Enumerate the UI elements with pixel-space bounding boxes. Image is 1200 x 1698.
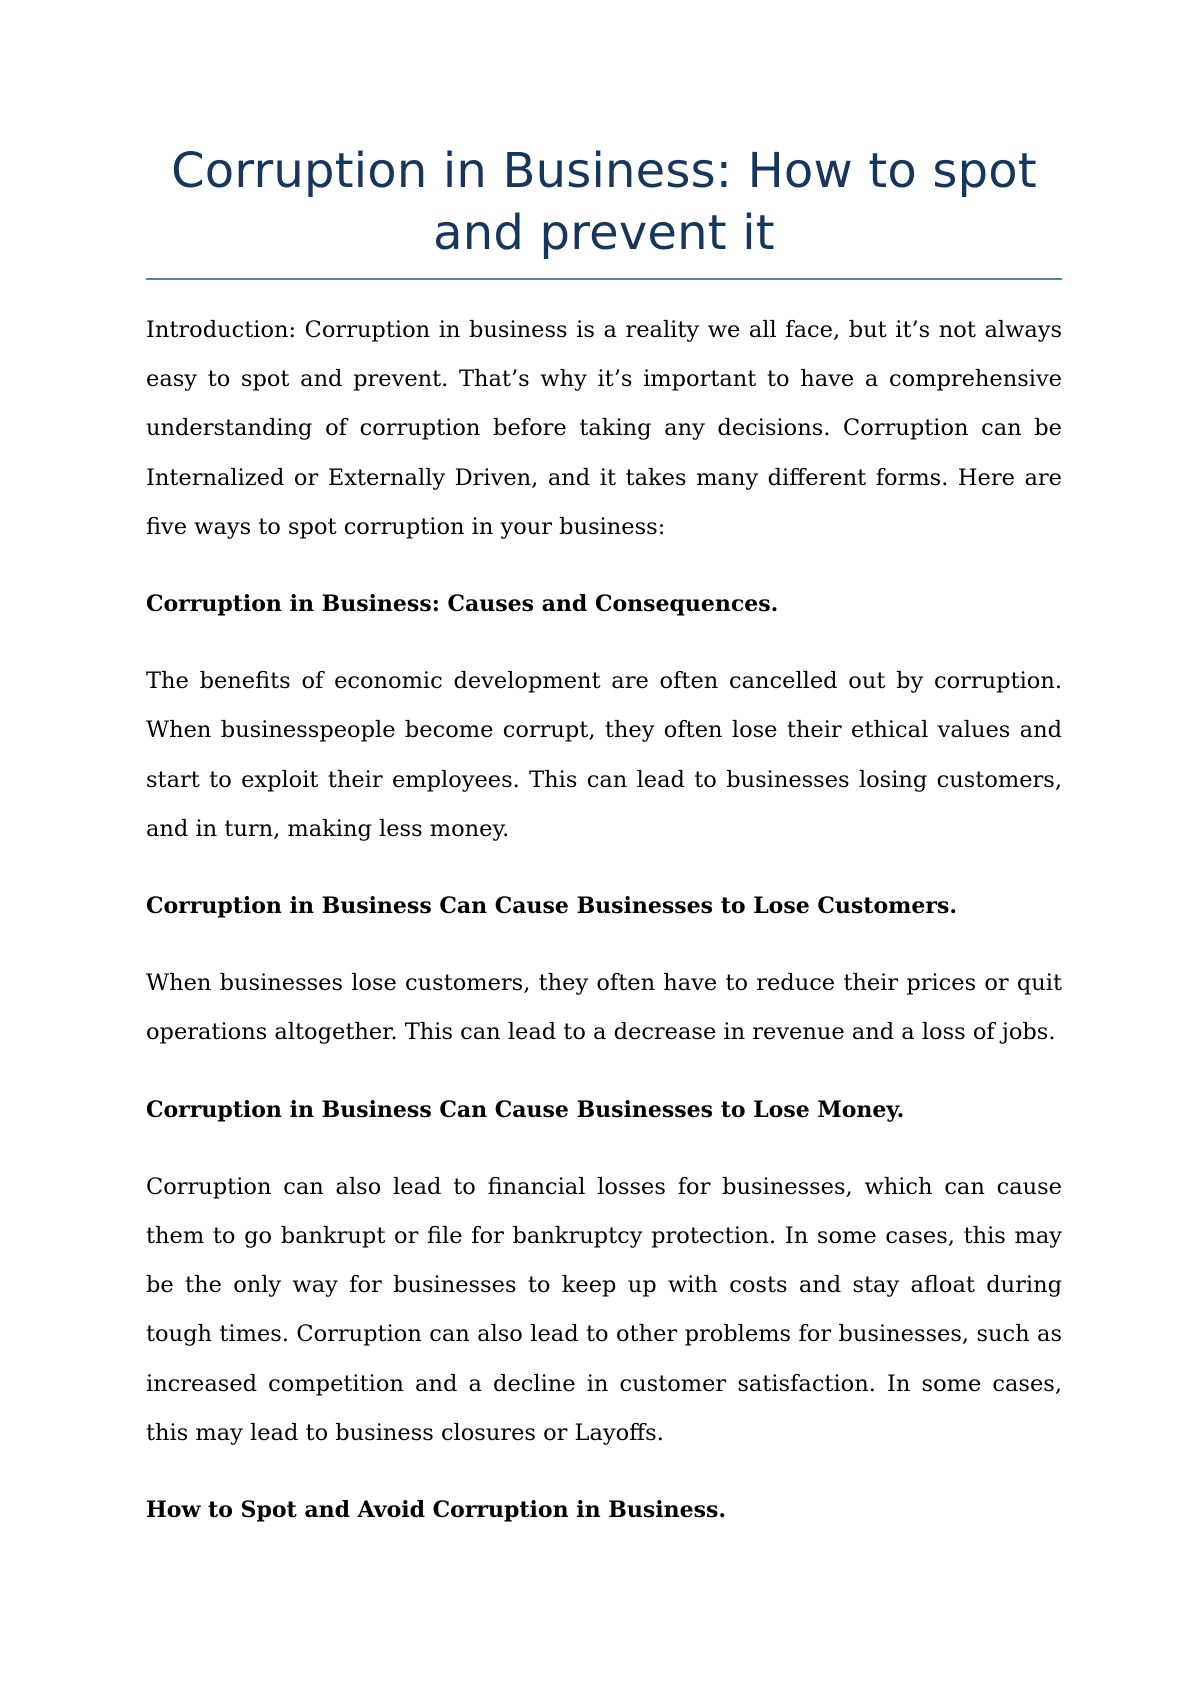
spacer (146, 854, 1062, 882)
spacer (146, 629, 1062, 657)
document-content (146, 140, 1062, 1535)
section-paragraph: When businesses lose customers, they often have to reduce their prices or quit operations altogether. This can lead to a decrease in revenue and a loss of jobs. (146, 970, 1062, 1046)
section-heading: Corruption in Business: Causes and Consequences. (146, 591, 779, 618)
title-underline (146, 278, 1062, 280)
section-heading: How to Spot and Avoid Corruption in Business. (146, 1497, 727, 1524)
spacer (146, 1135, 1062, 1163)
section-paragraph: The benefits of economic development are often cancelled out by corruption. When businesspeople become corrupt, they often lose their ethical values and start to exploit their employees. This can lead to businesses losing customers, and in turn, making less money. (146, 668, 1062, 842)
spacer (146, 1458, 1062, 1486)
section-heading: Corruption in Business Can Cause Businesses to Lose Money. (146, 1096, 905, 1123)
section-paragraph: Corruption can also lead to financial losses for businesses, which can cause them to go bankrupt or file for bankruptcy protection. In some cases, this may be the only way for businesses to keep up with costs and stay afloat during tough times. Corruption can also lead to other problems for businesses, such as increased competition and a decline in customer satisfaction. In some cases, this may lead to business closures or Layoffs. (146, 1173, 1062, 1446)
intro-paragraph: Introduction: Corruption in business is a reality we all face, but it’s not always easy to spot and prevent. That’s why it’s important to have a comprehensive understanding of corruption before taking any decisions. Corruption can be Internalized or Externally Driven, and it takes many different forms. Here are five ways to spot corruption in your business: (146, 317, 1062, 540)
document-title: Corruption in Business: How to spot and prevent it (171, 143, 1037, 261)
spacer (146, 552, 1062, 580)
section-heading: Corruption in Business Can Cause Businesses to Lose Customers. (146, 893, 958, 920)
spacer (146, 1058, 1062, 1086)
spacer (146, 931, 1062, 959)
